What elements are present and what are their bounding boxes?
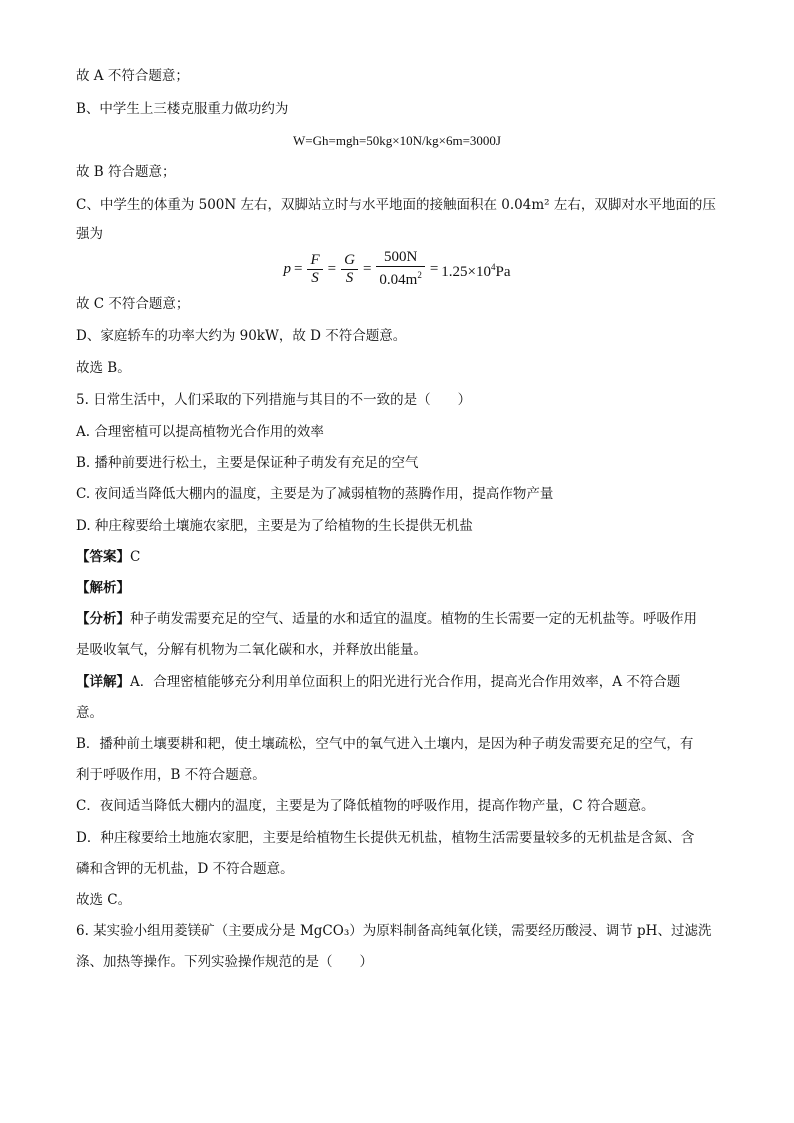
- eq-operator: =: [293, 261, 303, 277]
- fraction-denominator: S: [345, 269, 354, 286]
- den-exponent: 2: [417, 270, 422, 280]
- fenxi-text: 种子萌发需要充足的空气、适量的水和适宜的温度。植物的生长需要一定的无机盐等。呼吸作用: [130, 611, 697, 627]
- text-line: C．夜间适当降低大棚内的温度，主要是为了降低植物的呼吸作用，提高作物产量，C 符合题意。: [76, 798, 655, 814]
- option-d: D. 种庄稼要给土壤施农家肥，主要是为了给植物的生长提供无机盐: [76, 518, 473, 534]
- text-line: 故 C 不符合题意；: [76, 296, 190, 312]
- fraction-denominator: S: [311, 269, 319, 286]
- eq-operator: =: [429, 261, 439, 277]
- text-line: B．播种前土壤要耕和耙，使土壤疏松，空气中的氧气进入土壤内，是因为种子萌发需要充足的空气，有: [76, 736, 694, 752]
- text-line: 故选 B。: [76, 360, 131, 376]
- fraction: [341, 252, 358, 287]
- text-line: D．种庄稼要给土地施农家肥，主要是给植物生长提供无机盐，植物生活需要量较多的无机盐是含氮、含: [76, 830, 695, 846]
- detail-line: [76, 673, 680, 691]
- question-5-stem: 5. 日常生活中，人们采取的下列措施与其目的不一致的是（ ）: [76, 392, 472, 408]
- text-line: C、中学生的体重为 500N 左右，双脚站立时与水平地面的接触面积在 0.04m² 左右，双脚对水平地面的压: [76, 197, 716, 213]
- result-mantissa: 1.25×10: [441, 263, 492, 280]
- text-line: 强为: [76, 226, 103, 242]
- text-line: 是吸收氧气，分解有机物为二氧化碳和水，并释放出能量。: [76, 642, 427, 658]
- fraction-denominator: [376, 267, 424, 289]
- eq-symbol: p: [283, 261, 291, 277]
- option-b: B. 播种前要进行松土，主要是保证种子萌发有充足的空气: [76, 455, 419, 471]
- text-line: 故 A 不符合题意；: [76, 68, 189, 84]
- answer-line: [76, 548, 140, 566]
- fraction-numerator: F: [307, 252, 322, 270]
- text-line: 利于呼吸作用，B 不符合题意。: [76, 767, 266, 783]
- eq-operator: =: [327, 261, 337, 277]
- fraction: [307, 252, 322, 287]
- option-c: C. 夜间适当降低大棚内的温度，主要是为了减弱植物的蒸腾作用，提高作物产量: [76, 486, 554, 502]
- question-6-stem-cont: 涤、加热等操作。下列实验操作规范的是（ ）: [76, 954, 373, 970]
- fenxi-tag: 【分析】: [76, 611, 130, 627]
- text-line: 意。: [76, 705, 103, 721]
- fraction: [376, 249, 424, 289]
- text-line: B、中学生上三楼克服重力做功约为: [76, 101, 289, 117]
- text-line: 故选 C。: [76, 892, 132, 908]
- text-line: 磷和含钾的无机盐，D 不符合题意。: [76, 861, 294, 877]
- work-equation: W=Gh=mgh=50kg×10N/kg×6m=3000J: [293, 133, 501, 148]
- result-unit: Pa: [495, 263, 511, 280]
- question-6-stem: 6. 某实验小组用菱镁矿（主要成分是 MgCO₃）为原料制备高纯氧化镁，需要经历酸浸、调节 pH、过滤洗: [76, 923, 712, 939]
- eq-operator: =: [362, 261, 372, 277]
- result-value: [441, 258, 510, 281]
- den-value: 0.04m: [379, 272, 418, 288]
- analysis-line: [76, 610, 697, 628]
- text-line: D、家庭轿车的功率大约为 90kW，故 D 不符合题意。: [76, 328, 407, 344]
- pressure-equation: [0, 248, 794, 290]
- analysis-tag: 【解析】: [76, 580, 130, 596]
- answer-value: C: [130, 549, 141, 565]
- xiangjie-text: A．合理密植能够充分利用单位面积上的阳光进行光合作用，提高光合作用效率，A 不符合题: [130, 674, 681, 690]
- answer-tag: 【答案】: [76, 549, 130, 565]
- xiangjie-tag: 【详解】: [76, 674, 130, 690]
- fraction-numerator: G: [341, 252, 358, 270]
- option-a: A. 合理密植可以提高植物光合作用的效率: [76, 424, 324, 440]
- text-line: 故 B 符合题意；: [76, 164, 176, 180]
- result-exponent: 4: [491, 261, 496, 272]
- fraction-numerator: 500N: [376, 249, 424, 267]
